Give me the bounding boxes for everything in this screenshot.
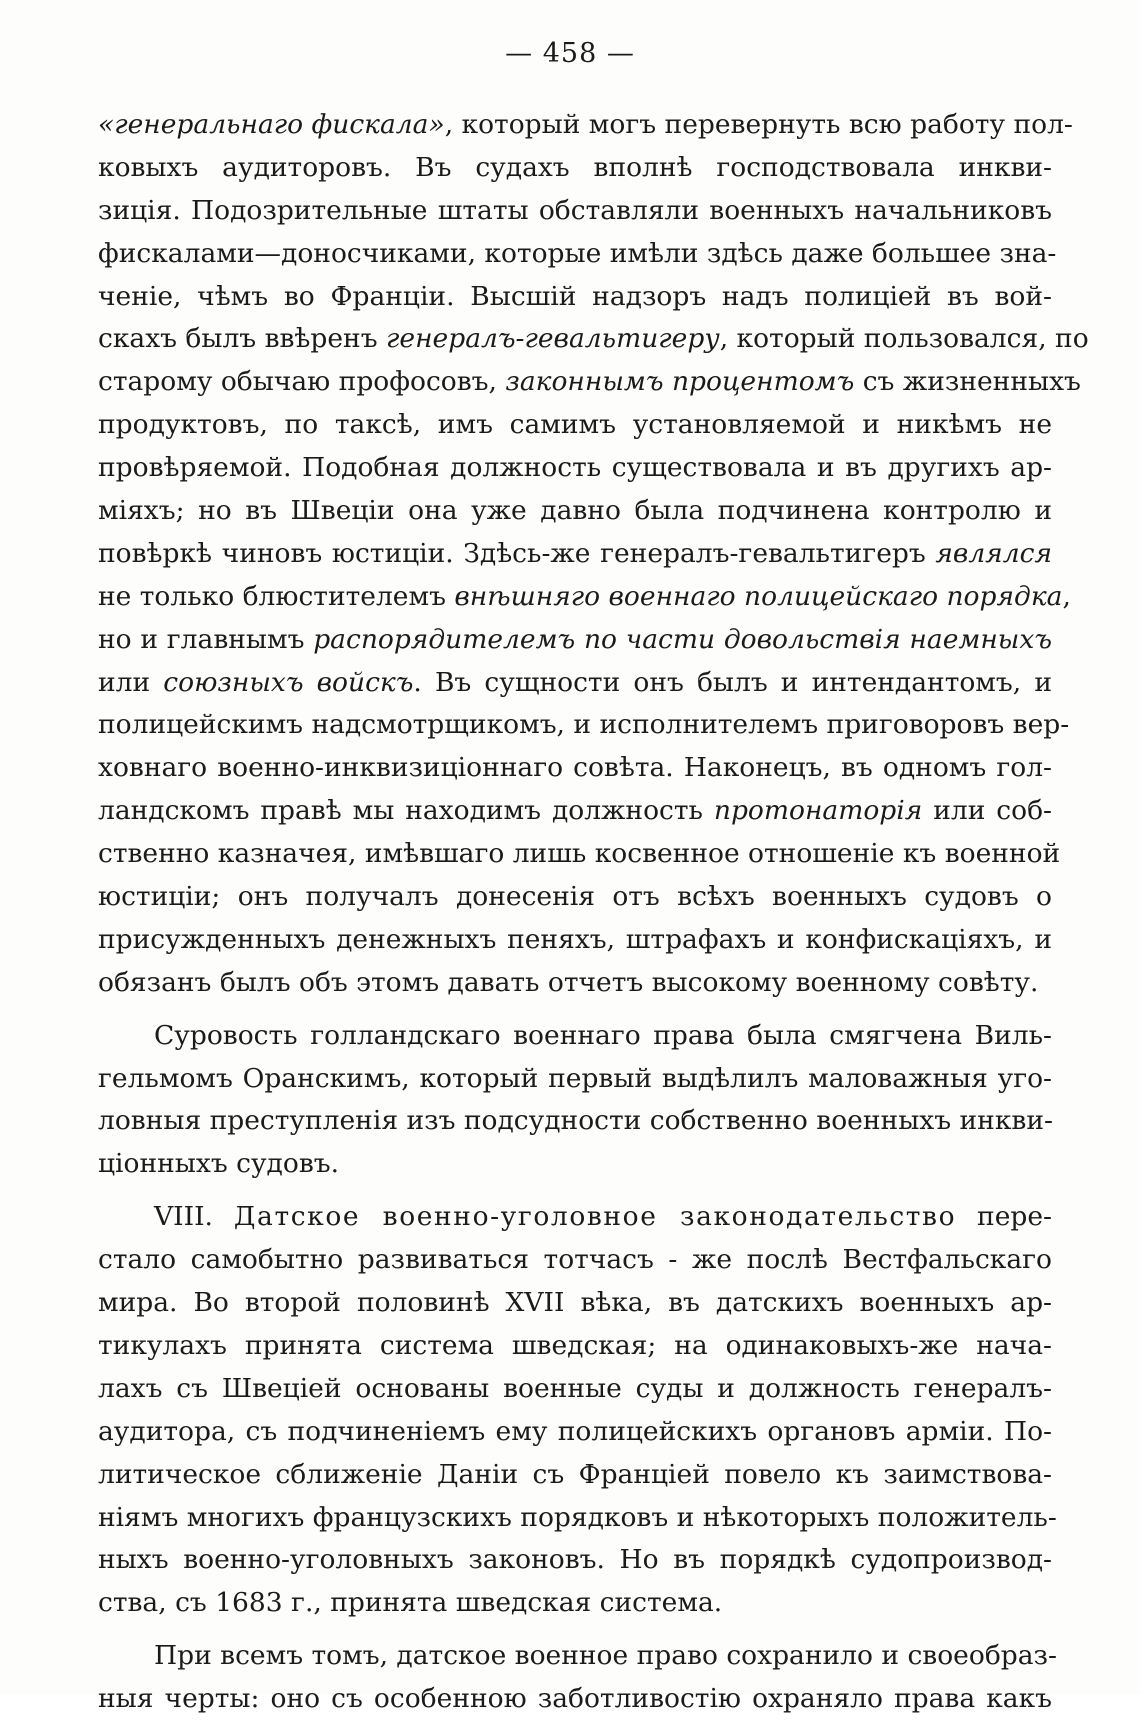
text-line: ныя черты: оно съ особенною заботливостію охраняло права какъ <box>98 1683 1052 1715</box>
spaced-heading: Датское военно-уголовное законодательство <box>233 1201 957 1233</box>
body-text <box>98 104 1089 1721</box>
text-line: полицейскимъ надсмотрщикомъ, и исполнителемъ приговоровъ вер- <box>98 709 1070 741</box>
paragraph-1 <box>98 104 1089 1005</box>
text-line: міяхъ; но въ Швеціи она уже давно была подчинена контролю и <box>98 495 1052 527</box>
text-line: не только блюстителемъ внѣшняго военнаго полицейскаго порядка, <box>98 580 1071 612</box>
italic-term: «генеральнаго фискала» <box>98 109 445 140</box>
text-line: ховнаго военно-инквизиціоннаго совѣта. Наконецъ, въ одномъ гол- <box>98 752 1052 784</box>
text-line: тикулахъ принята система шведская; на одинаковыхъ-же нача- <box>98 1329 1052 1361</box>
text-line: VIII. Датское военно-уголовное законодательство пере- <box>154 1201 1053 1233</box>
italic-term: распорядителемъ по части довольствія наемныхъ <box>313 623 1052 655</box>
paragraph-3 <box>98 1196 1057 1625</box>
text-line: ландскомъ правѣ мы находимъ должность протонаторія или соб- <box>98 795 1052 827</box>
text-line: ства, съ 1683 г., принята шведская система. <box>98 1587 723 1619</box>
paragraph-4 <box>98 1635 1057 1721</box>
text-line: «генеральнаго фискала», который могъ перевернуть всю работу пол- <box>98 109 1073 140</box>
italic-term: являлся <box>935 537 1052 569</box>
text-line: Суровость голландскаго военнаго права была смягчена Виль- <box>154 1019 1052 1051</box>
text-line: юстиціи; онъ получалъ донесенія отъ всѣхъ военныхъ судовъ о <box>98 881 1052 913</box>
text-line: зиція. Подозрительные штаты обставляли военныхъ начальниковъ <box>98 194 1052 226</box>
italic-term: законнымъ процентомъ <box>505 366 855 398</box>
text-line: повѣркѣ чиновъ юстиціи. Здѣсь-же генералъ-гевальтигеръ являлся <box>98 537 1052 569</box>
text-line: ченіе, чѣмъ во Франціи. Высшій надзоръ надъ полиціей въ вой- <box>98 280 1052 312</box>
text-line: гельмомъ Оранскимъ, который первый выдѣлилъ маловажныя уго- <box>98 1062 1052 1094</box>
text-line: провѣряемой. Подобная должность существовала и въ другихъ ар- <box>98 452 1052 484</box>
text-line: скахъ былъ ввѣренъ генералъ-гевальтигеру, который пользовался, по <box>98 323 1089 355</box>
text-line: ковыхъ аудиторовъ. Въ судахъ вполнѣ господствовала инкви- <box>98 151 1052 183</box>
text-line: лахъ съ Швеціей основаны военные суды и должность генералъ- <box>98 1372 1052 1404</box>
text-line: старому обычаю профосовъ, законнымъ процентомъ съ жизненныхъ <box>98 366 1081 398</box>
section-numeral: VIII. <box>154 1201 234 1233</box>
text-line: или союзныхъ войскъ. Въ сущности онъ былъ и интендантомъ, и <box>98 666 1052 698</box>
text-line: присужденныхъ денежныхъ пеняхъ, штрафахъ и конфискаціяхъ, и <box>98 923 1052 955</box>
text-line: фискалами—доносчиками, которые имѣли здѣсь даже большее зна- <box>98 237 1057 269</box>
text-line: обязанъ былъ объ этомъ давать отчетъ высокому военному совѣту. <box>98 966 1039 998</box>
text-line: ныхъ военно-уголовныхъ законовъ. Но въ порядкѣ судопроизвод- <box>98 1544 1052 1576</box>
italic-term: протонаторія <box>713 795 923 827</box>
text-line: продуктовъ, по таксѣ, имъ самимъ установляемой и никѣмъ не <box>98 409 1052 441</box>
text-line: но и главнымъ распорядителемъ по части довольствія наемныхъ <box>98 623 1052 655</box>
text-line: При всемъ томъ, датское военное право сохранило и своеобраз- <box>154 1640 1057 1672</box>
text-line: литическое сближеніе Даніи съ Франціей повело къ заимствова- <box>98 1458 1052 1490</box>
text-line: мира. Во второй половинѣ XVII вѣка, въ датскихъ военныхъ ар- <box>98 1287 1052 1319</box>
text-line: ніямъ многихъ французскихъ порядковъ и нѣкоторыхъ положитель- <box>98 1501 1057 1533</box>
paragraph-2 <box>98 1015 1052 1187</box>
text-line: ственно казначея, имѣвшаго лишь косвенное отношеніе къ военной <box>98 838 1061 870</box>
italic-term: внѣшняго военнаго полицейскаго порядка <box>454 580 1063 612</box>
italic-term: генералъ-гевальтигеру <box>386 323 720 355</box>
text-line: ціонныхъ судовъ. <box>98 1148 340 1180</box>
text-line: аудитора, съ подчиненіемъ ему полицейскихъ органовъ арміи. По- <box>98 1415 1052 1447</box>
page-number: — 458 — <box>505 38 635 69</box>
text-line: ловныя преступленія изъ подсудности собственно военныхъ инкви- <box>98 1105 1053 1137</box>
italic-term: союзныхъ войскъ <box>163 666 414 698</box>
text-line: стало самобытно развиваться тотчасъ - же послѣ Вестфальскаго <box>98 1244 1052 1276</box>
